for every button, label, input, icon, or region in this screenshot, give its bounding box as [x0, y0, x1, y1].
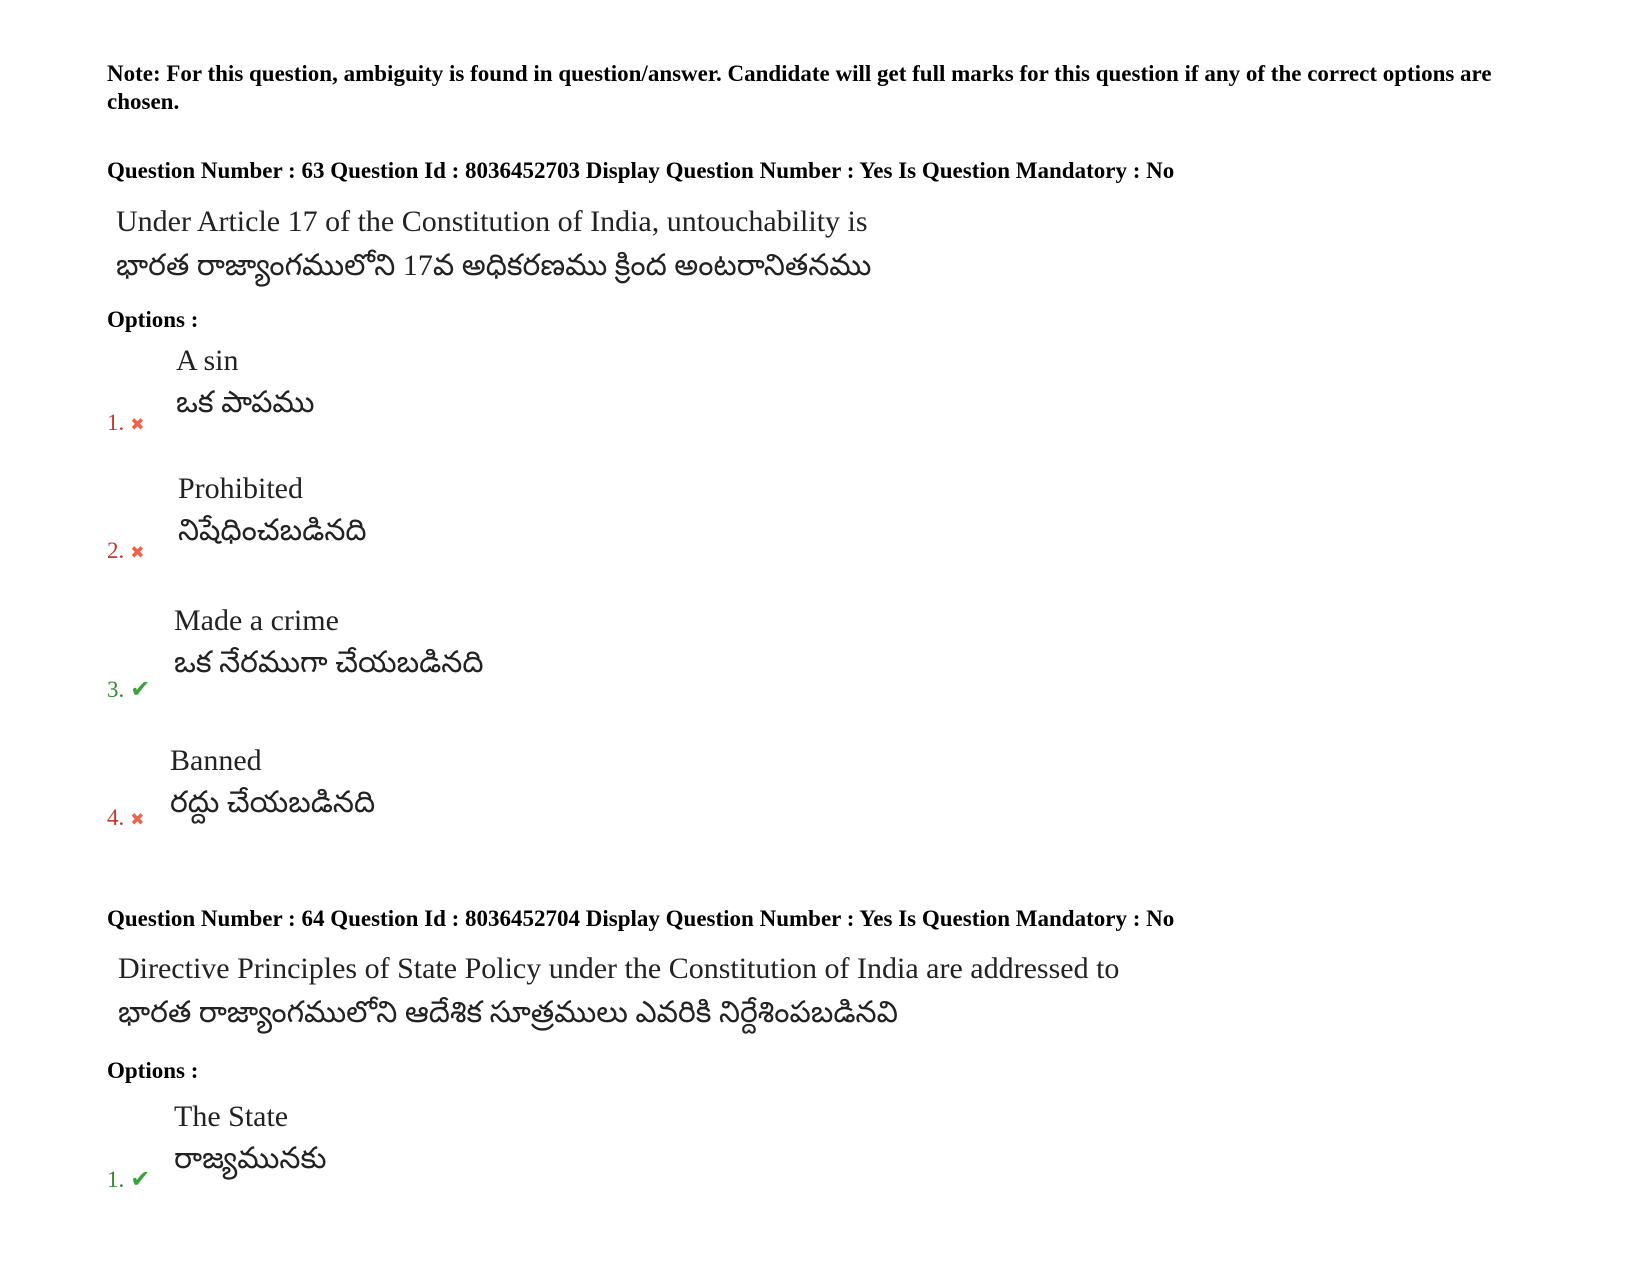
option-text-telugu: నిషేధించబడినది [178, 514, 367, 547]
cross-icon: ✖ [130, 810, 145, 830]
question-64-option-1-marker [107, 1165, 150, 1193]
cross-icon: ✖ [130, 543, 145, 563]
question-63-option-1-text [176, 340, 315, 424]
check-icon: ✔ [130, 1165, 151, 1193]
question-64-text-telugu: భారత రాజ్యాంగములోని ఆదేశిక సూత్రములు ఎవరికి నిర్దేశింపబడినవి [118, 996, 898, 1029]
question-64-option-1-text [174, 1096, 327, 1180]
option-text-english: Made a crime [174, 604, 339, 637]
option-text-english: Prohibited [178, 472, 303, 505]
question-63-option-4-text [170, 740, 375, 824]
option-text-telugu: ఒక పాపము [176, 386, 315, 419]
question-64-text-english: Directive Principles of State Policy under the Constitution of India are addressed to [118, 952, 1120, 985]
option-number: 4. [107, 805, 125, 830]
question-63-option-2-text [178, 468, 367, 552]
ambiguity-note: Note: For this question, ambiguity is found in question/answer. Candidate will get full marks for this question if any of the correct options are chosen. [107, 61, 1492, 114]
option-text-english: The State [174, 1100, 289, 1133]
question-63-header: Question Number : 63 Question Id : 8036452703 Display Question Number : Yes Is Question Mandatory : No [107, 158, 1175, 183]
option-number: 1. [107, 1167, 125, 1192]
question-63-text-telugu: భారత రాజ్యాంగములోని 17వ అధికరణము క్రింద అంటరానితనము [116, 249, 872, 282]
option-text-english: A sin [176, 344, 239, 377]
question-63-text-english: Under Article 17 of the Constitution of India, untouchability is [116, 205, 868, 238]
question-64-header: Question Number : 64 Question Id : 8036452704 Display Question Number : Yes Is Question Mandatory : No [107, 906, 1175, 931]
option-number: 3. [107, 677, 125, 702]
question-64-options-label: Options : [107, 1058, 199, 1083]
question-63-option-4-marker [107, 805, 145, 831]
question-63-option-3-text [174, 600, 484, 684]
question-63-option-1-marker [107, 410, 145, 436]
option-text-telugu: రాజ్యమునకు [174, 1142, 327, 1175]
question-63-option-2-marker [107, 538, 145, 564]
question-63-options-label: Options : [107, 307, 199, 332]
option-text-telugu: ఒక నేరముగా చేయబడినది [174, 646, 484, 679]
question-63-option-3-marker [107, 675, 150, 703]
option-text-english: Banned [170, 744, 262, 777]
option-number: 2. [107, 538, 125, 563]
question-63-text [116, 200, 871, 288]
option-number: 1. [107, 410, 125, 435]
option-text-telugu: రద్దు చేయబడినది [170, 786, 376, 819]
check-icon: ✔ [130, 675, 151, 703]
question-64-text [116, 947, 1119, 1035]
cross-icon: ✖ [130, 415, 145, 435]
